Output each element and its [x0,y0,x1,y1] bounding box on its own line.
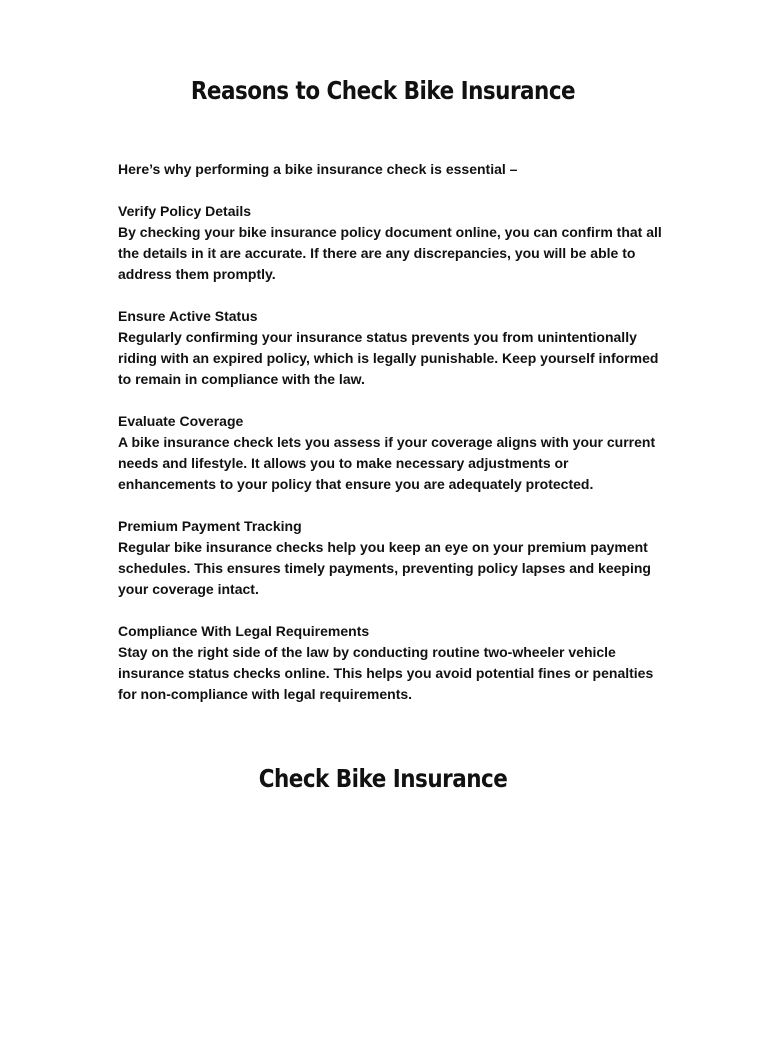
page-title: Reasons to Check Bike Insurance [190,76,576,105]
section-heading: Compliance With Legal Requirements [118,623,370,639]
section-compliance-legal-requirements [118,621,666,705]
section-heading: Evaluate Coverage [118,413,244,429]
section-verify-policy-details [118,201,666,285]
section-body: Regular bike insurance checks help you keep an eye on your premium payment schedules. This ensures timely payments, preventing policy lapses and keeping your coverage intact. [118,539,651,597]
section-body: A bike insurance check lets you assess if your coverage aligns with your current needs and lifestyle. It allows you to make necessary adjustments or enhancements to your policy that ensure you are adequately protected. [118,434,656,492]
section-ensure-active-status [118,306,666,390]
section-body: By checking your bike insurance policy document online, you can confirm that all the details in it are accurate. If there are any discrepancies, you will be able to address them promptly. [118,224,662,282]
section-body: Regularly confirming your insurance status prevents you from unintentionally riding with an expired policy, which is legally punishable. Keep yourself informed to remain in compliance with the law. [118,329,659,387]
section-heading: Ensure Active Status [118,308,258,324]
reasons-content [118,159,666,705]
section-heading: Premium Payment Tracking [118,518,302,534]
secondary-title: Check Bike Insurance [258,764,508,793]
intro-text: Here’s why performing a bike insurance check is essential – [118,161,518,177]
section-body: Stay on the right side of the law by conducting routine two-wheeler vehicle insurance status checks online. This helps you avoid potential fines or penalties for non-compliance with legal requirements. [118,644,654,702]
section-premium-payment-tracking [118,516,666,600]
section-heading: Verify Policy Details [118,203,252,219]
section-evaluate-coverage [118,411,666,495]
